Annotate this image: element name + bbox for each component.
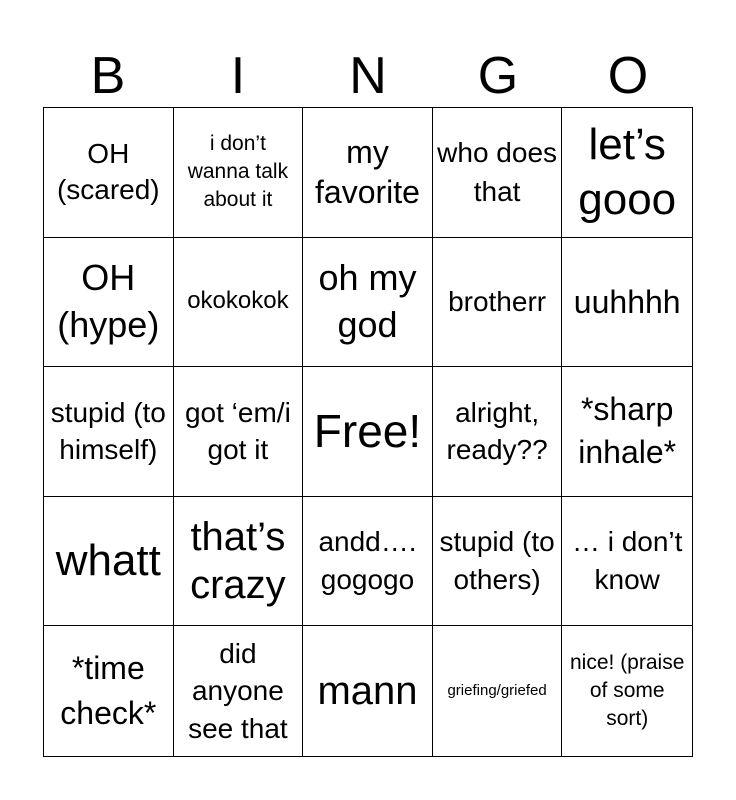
cell-text: OH (hype) <box>57 257 160 345</box>
bingo-cell[interactable] <box>433 626 563 756</box>
bingo-cell[interactable] <box>44 626 174 756</box>
bingo-cell[interactable] <box>562 497 692 627</box>
bingo-cell[interactable] <box>433 497 563 627</box>
cell-text: *time check* <box>60 650 157 732</box>
bingo-cell[interactable] <box>44 108 174 238</box>
cell-text: nice! (praise of some sort) <box>570 650 685 731</box>
bingo-cell[interactable] <box>433 108 563 238</box>
cell-text: brotherr <box>448 286 547 318</box>
cell-text: oh my god <box>318 257 417 345</box>
header-letter-g: G <box>477 47 519 105</box>
cell-text: andd…. gogogo <box>318 526 417 596</box>
bingo-cell[interactable] <box>562 626 692 756</box>
bingo-cell[interactable] <box>174 626 304 756</box>
bingo-cell[interactable] <box>433 367 563 497</box>
header-letter-n: N <box>349 47 387 105</box>
bingo-cell[interactable] <box>174 367 304 497</box>
header-letter-b: B <box>90 47 126 105</box>
cell-text: who does that <box>437 137 558 208</box>
bingo-cell[interactable] <box>174 497 304 627</box>
bingo-cell[interactable] <box>562 238 692 368</box>
header-letter-o: O <box>607 47 649 105</box>
cell-text: stupid (to himself) <box>50 396 166 466</box>
cell-text: OH (scared) <box>56 137 160 206</box>
bingo-cell[interactable] <box>174 238 304 368</box>
bingo-header <box>43 44 693 108</box>
cell-text: did anyone see that <box>188 637 288 745</box>
bingo-cell[interactable] <box>303 108 433 238</box>
cell-text: uuhhhh <box>573 283 681 320</box>
cell-text: stupid (to others) <box>439 526 555 596</box>
header-letter-i: I <box>230 47 246 105</box>
bingo-cell[interactable] <box>44 497 174 627</box>
cell-text: whatt <box>55 535 161 585</box>
cell-text: my favorite <box>315 134 420 211</box>
bingo-cell[interactable] <box>44 238 174 368</box>
cell-text: *sharp inhale* <box>578 391 677 471</box>
cell-text: griefing/griefed <box>447 682 547 700</box>
bingo-cell[interactable] <box>562 108 692 238</box>
cell-text: alright, ready?? <box>446 396 548 466</box>
free-space-cell[interactable] <box>303 367 433 497</box>
bingo-board <box>43 107 693 757</box>
cell-text: … i don’t know <box>571 526 683 596</box>
cell-text: got ‘em/i got it <box>184 396 291 466</box>
cell-text: okokokok <box>187 287 289 315</box>
bingo-cell[interactable] <box>303 238 433 368</box>
bingo-cell[interactable] <box>433 238 563 368</box>
bingo-cell[interactable] <box>303 626 433 756</box>
cell-text: Free! <box>313 404 422 457</box>
bingo-cell[interactable] <box>44 367 174 497</box>
cell-text: mann <box>317 669 418 714</box>
bingo-cell[interactable] <box>303 497 433 627</box>
cell-text: let’s gooo <box>578 120 677 225</box>
bingo-cell[interactable] <box>562 367 692 497</box>
cell-text: i don’t wanna talk about it <box>187 131 289 212</box>
bingo-cell[interactable] <box>174 108 304 238</box>
cell-text: that’s crazy <box>190 515 286 608</box>
